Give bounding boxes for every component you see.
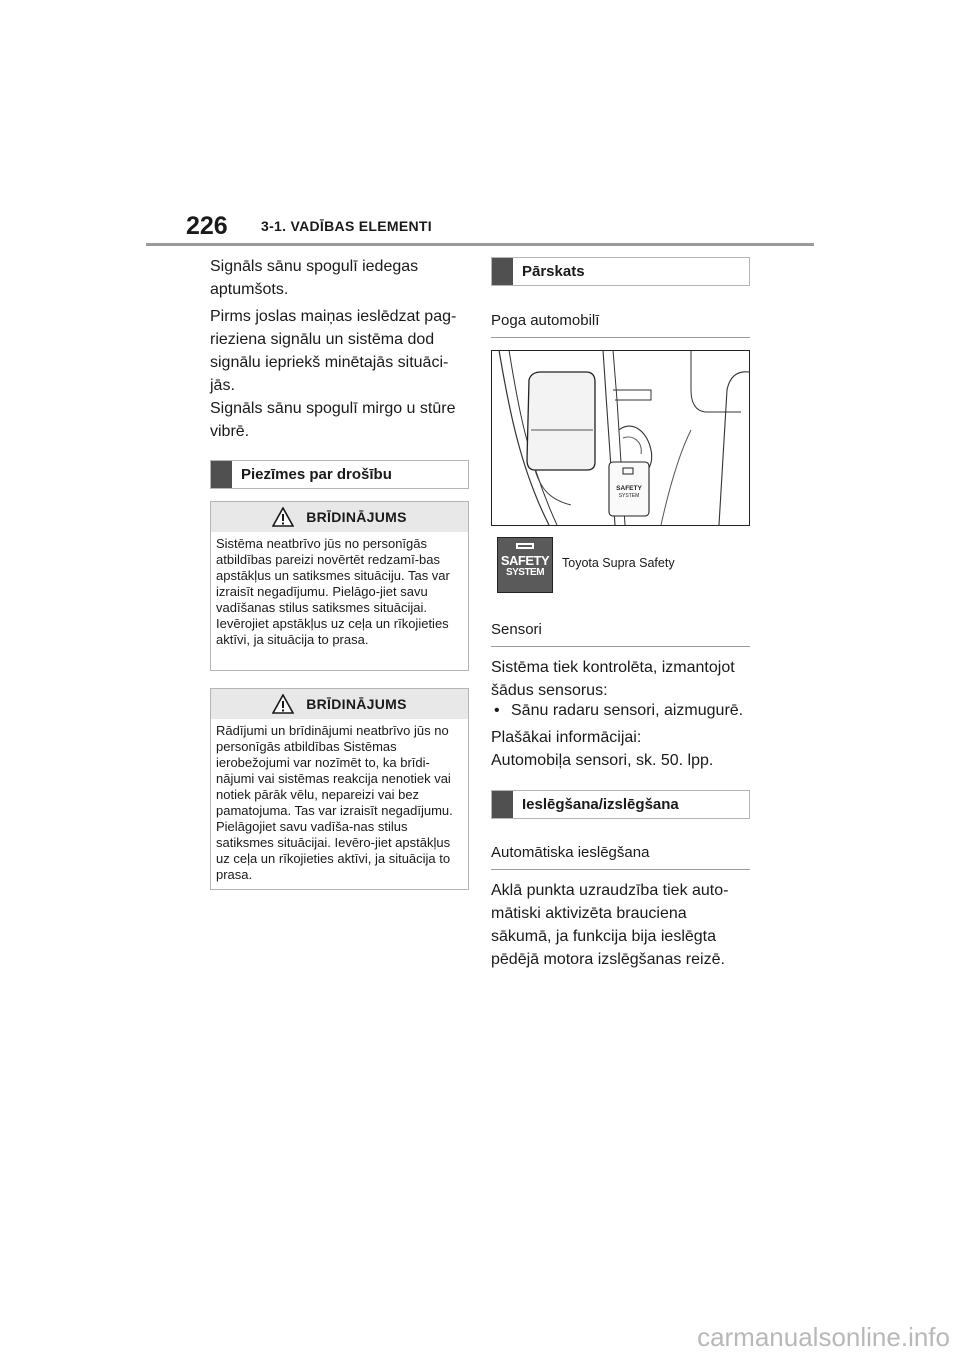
- warning-header-1: [211, 502, 468, 532]
- warning-title-2: BRĪDINĀJUMS: [306, 696, 407, 712]
- icon-caption: Toyota Supra Safety: [562, 556, 675, 570]
- warning-box-2: [210, 688, 469, 890]
- safety-notes-heading: [210, 460, 469, 489]
- heading-bar: [211, 461, 232, 488]
- icon-label-safety: SAFETY: [500, 553, 550, 568]
- on-off-heading-text: Ieslēgšana/izslēgšana: [522, 796, 679, 813]
- button-in-car-subhead: Poga automobilī: [491, 312, 750, 338]
- car-console-illustration: [491, 350, 750, 526]
- page-number: 226: [186, 212, 228, 240]
- warning-header-2: [211, 689, 468, 719]
- auto-on-paragraph: Aklā punkta uzraudzība tiek auto-mātiski aktivizēta brauciena sākumā, ja funkcija bija ieslēgta pēdējā motora izslēgšanas reizē.: [491, 882, 729, 968]
- warning-text-2: Rādījumi un brīdinājumi neatbrīvo jūs no personīgās atbildības Sistēmas ierobežojumi var nozīmēt to, ka brīdi-nājumi vai sistēmas reakcija nenotiek vai notiek pārāk vēlu, nepareizi vai bez pamatojuma. Tas var izraisīt negadījumu. Pielāgojiet savu vadīša-nas stilus satiksmes situācijai. Ievēro-jiet apstākļus uz ceļa un rīkojieties aktīvi, ja situācija to prasa.: [216, 723, 453, 882]
- header-divider: [146, 243, 814, 246]
- button-symbol-icon: [516, 543, 534, 549]
- heading-bar: [492, 258, 513, 285]
- more-info-reference: Automobiļa sensori, sk. 50. lpp.: [491, 752, 714, 769]
- watermark: carmanualsonline.info: [697, 1322, 950, 1352]
- safety-notes-heading-text: Piezīmes par drošību: [241, 466, 392, 483]
- auto-on-subhead: Automātiska ieslēgšana: [491, 844, 750, 870]
- heading-bar: [492, 791, 513, 818]
- warning-title-1: BRĪDINĀJUMS: [306, 509, 407, 525]
- illustration-safety-label: SAFETY: [616, 485, 642, 492]
- more-info-label: Plašākai informācijai:: [491, 729, 642, 746]
- chapter-title: 3-1. VADĪBAS ELEMENTI: [261, 218, 432, 234]
- paragraph-mirror-flashes: Signāls sānu spogulī mirgo u stūre vibrē.: [210, 400, 456, 440]
- warning-triangle-icon: [272, 694, 294, 714]
- sensors-bullet: • Sānu radaru sensori, aizmugurē.: [491, 699, 773, 722]
- icon-label-system: SYSTEM: [505, 567, 545, 578]
- svg-text:SYSTEM: SYSTEM: [618, 493, 640, 499]
- overview-heading-text: Pārskats: [522, 263, 585, 280]
- overview-heading: [491, 257, 750, 286]
- warning-box-1: [210, 501, 469, 671]
- paragraph-turn-signal: Pirms joslas maiņas ieslēdzat pag-rieziena signālu un sistēma dod signālu iepriekš minētajās situāci-jās.: [210, 308, 457, 394]
- sensors-paragraph: Sistēma tiek kontrolēta, izmantojot šādus sensorus:: [491, 659, 735, 699]
- paragraph-mirror-dimmed: Signāls sānu spogulī iedegas aptumšots.: [210, 258, 419, 298]
- warning-text-1: Sistēma neatbrīvo jūs no personīgās atbildības pareizi novērtēt redzamī-bas apstākļus un satiksmes situāciju. Tas var izraisīt negadījumu. Pielāgo-jiet savu vadīšanas stilus satiksmes situācijai. Ievērojiet apstākļus uz ceļa un rīkojieties aktīvi, ja situācija to prasa.: [216, 536, 450, 647]
- warning-triangle-icon: [272, 507, 294, 527]
- sensors-subhead: Sensori: [491, 621, 750, 647]
- safety-system-icon: [497, 537, 553, 593]
- on-off-heading: [491, 790, 750, 819]
